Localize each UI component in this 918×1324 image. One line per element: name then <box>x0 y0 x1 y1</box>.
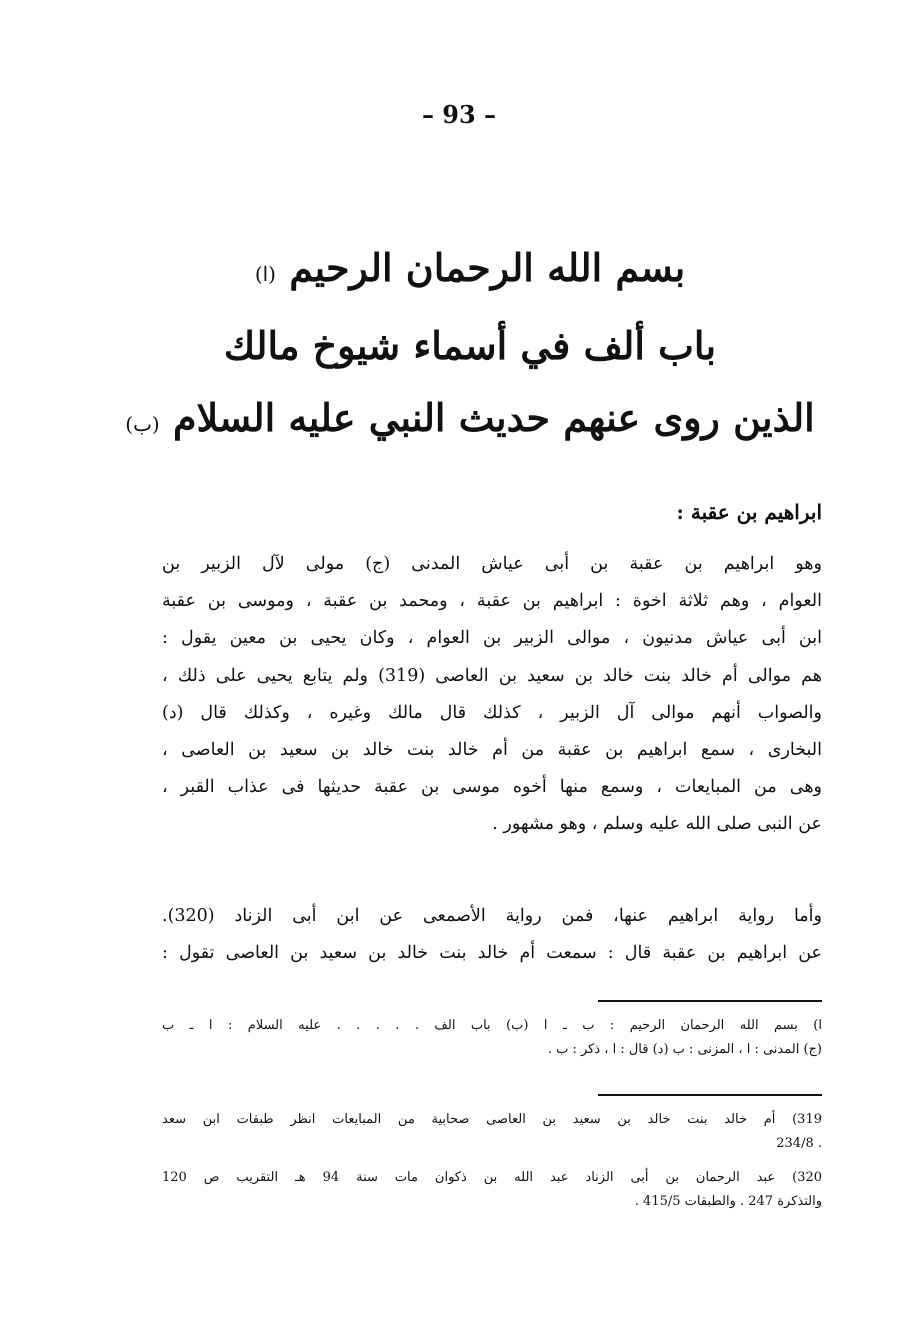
footnote-319 <box>162 1108 822 1156</box>
page-number: – 93 – <box>421 100 497 129</box>
paragraph-line: هم موالى أم خالد بنت خالد بن سعيد بن العاصى (319) ولم يتابع يحيى على ذلك ، <box>162 665 822 686</box>
paragraph-line: البخارى ، سمع ابراهيم بن عقبة من أم خالد بنت خالد بن سعيد بن العاصى ، <box>162 739 822 760</box>
paragraph-line: وهو ابراهيم بن عقبة بن أبى عياش المدنى (ج) مولى لآل الزبير بن <box>162 554 822 574</box>
paragraph-1 <box>162 546 822 844</box>
paragraph-line: والصواب أنهم موالى آل الزبير ، كذلك قال مالك وغيره ، وكذلك قال (د) <box>162 702 822 723</box>
title-block <box>120 232 820 460</box>
paragraph-line: ابن أبى عياش مدنيون ، موالى الزبير بن العوام ، وكان يحيى بن معين يقول : <box>162 628 822 649</box>
footnote-divider <box>598 1000 822 1002</box>
title-line-3-text: الذين روى عنهم حديث النبي عليه السلام <box>172 395 815 440</box>
paragraph-line: عن النبى صلى الله عليه وسلم ، وهو مشهور . <box>492 814 822 835</box>
manuscript-variants <box>162 1014 822 1062</box>
paragraph-line: وهى من المبايعات ، وسمع منها أخوه موسى بن عقبة حديثها فى عذاب القبر ، <box>162 777 822 798</box>
footnote-line: (ج) المدنى : ا ، المزنى : ب (د) قال : ا ، ذكر : ب . <box>547 1042 822 1057</box>
paragraph-2 <box>162 898 822 972</box>
paragraph-line: وأما رواية ابراهيم عنها، فمن رواية الأصمعى عن ابن أبى الزناد (320). <box>162 906 822 926</box>
paragraph-line: العوام ، وهم ثلاثة اخوة : ابراهيم بن عقبة ، ومحمد بن عقبة ، وموسى بن عقبة <box>162 591 822 612</box>
footnote-line: 319) أم خالد بنت خالد بن سعيد بن العاصى صحابية من المبايعات انظر طبقات ابن سعد <box>162 1112 822 1127</box>
footnote-line: . 234/8 <box>776 1136 822 1151</box>
footnote-line: ا) بسم الله الرحمان الرحيم : ب ـ ا (ب) باب الف . . . . . عليه السلام : ا ـ ب <box>162 1018 822 1033</box>
title-line-1 <box>120 232 820 310</box>
footnote-320 <box>162 1166 822 1214</box>
footnote-line: والتذكرة 247 . والطبقات 415/5 . <box>634 1194 822 1209</box>
title-line-3 <box>120 382 820 460</box>
section-heading: ابراهيم بن عقبة : <box>676 500 822 524</box>
title-line-2: باب ألف في أسماء شيوخ مالك <box>223 323 717 368</box>
footnote-line: 320) عبد الرحمان بن أبى الزناد عبد الله بن ذكوان مات سنة 94 هـ التقريب ص 120 <box>162 1170 822 1185</box>
paragraph-line: عن ابراهيم بن عقبة قال : سمعت أم خالد بنت خالد بن سعيد بن العاصى تقول : <box>162 943 822 964</box>
basmala-title: بسم الله الرحمان الرحيم <box>289 245 686 290</box>
title-ref-a: (ا) <box>254 262 276 286</box>
footnote-divider <box>598 1094 822 1096</box>
title-ref-b: (ب) <box>125 412 160 436</box>
